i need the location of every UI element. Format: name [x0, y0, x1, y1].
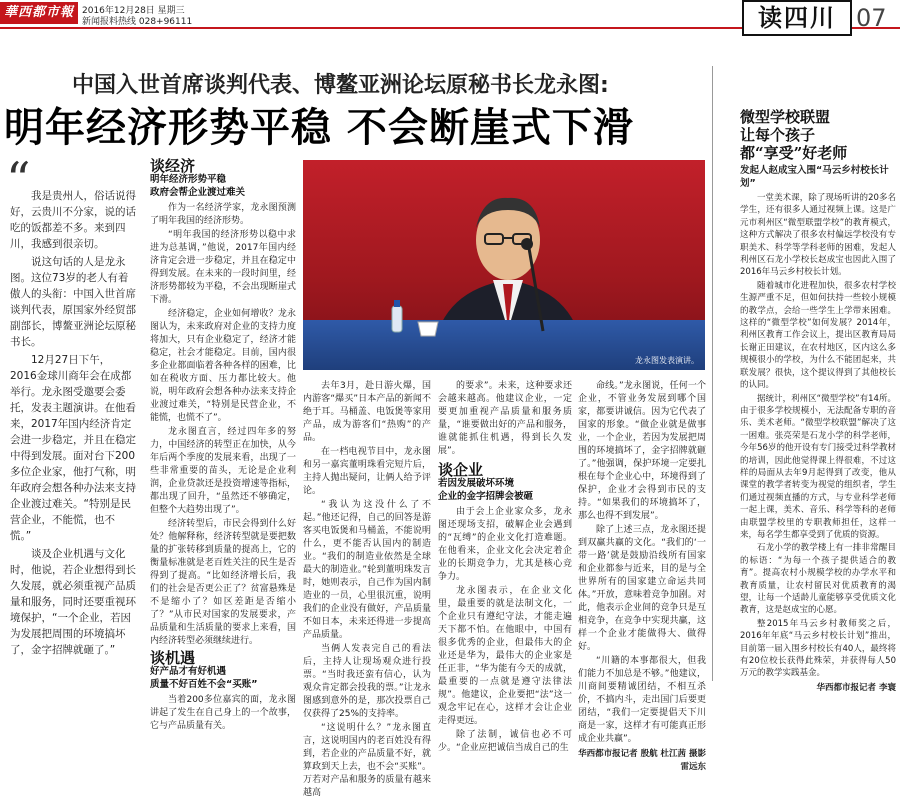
water-bottle-icon	[389, 300, 405, 332]
body-paragraph: 去年3月，赴日游火爆，国内游客“爆买”日本产品的新闻不绝于耳。马桶盖、电饭煲等家用产品，成为游客们“热购”的产品。	[303, 381, 431, 443]
sidebar-body	[740, 192, 896, 693]
story-kicker: 中国入世首席谈判代表、博鳌亚洲论坛原秘书长龙永图:	[72, 73, 609, 98]
sidebar-headline-line: 微型学校联盟	[740, 108, 831, 126]
body-paragraph: 命线。”龙永图说，任何一个企业，不管业务发展到哪个国家，都要讲诚信。因为它代表了国家的形象。“做企业就是做事业，一个企业，若因为发展把周围的环境搞坏了，金字招牌就砸了。”他强调，保护环境一定要扎根在每个企业心中，环境得到了保护，企业才会得到市民的支持。“如果我们的环境搞坏了，那么也得不到发展”。	[578, 381, 706, 521]
body-paragraph: 龙永图表示，在企业文化里，最重要的就是法制文化，一个企业只有遵纪守法，才能走遍天下都不怕。在他眼中，中国有很多优秀的企业，但最伟大的企业还是华为，最伟大的企业家是任正非，“华为能有今天的成就，最重要的一点就是遵守法律法规”。他建议，企业要把“法”这一观念牢记在心，这样才会让企业走得更远。	[438, 586, 572, 726]
lead-paragraph: 我是贵州人，俗话说得好，云贵川不分家，说的话吃的饭都差不多。来到四川，我感到很亲切。	[10, 190, 136, 250]
lead-paragraph: 谈及企业机遇与文化时，他说，若企业想得到长久发展，就必须重视产品质量和服务，同时还要重视环境保护，“一个企业，若因为发展把周围的环境搞坏了，金字招牌就砸了。”	[10, 548, 136, 656]
section-title: 读四川	[742, 0, 852, 36]
body-paragraph: “我认为这没什么了不起。”他还记得，自己的回答是游客买电饭煲和马桶盖，不能说明什么，更不能否认国内的制造业。“我们的制造业依然是全球最大的制造业。”轮到董明珠发言时，她则表示，自己作为国内制造业的一员，心里很沉重，说明我们的企业没有做好，产品质量不如日本，未来还得进一步提高产品质量。	[303, 500, 431, 640]
body-paragraph: 除了法制，诚信也必不可少。“企业应把诚信当成自己的生	[438, 730, 572, 753]
column-enterprise	[438, 380, 572, 753]
section-heading-opportunity: 谈机遇	[150, 649, 196, 667]
column-economy	[150, 157, 296, 731]
body-paragraph: 石龙小学的教学楼上有一排非常醒目的标语：“为每一个孩子提供适合的教育”。提高农村小规模学校的办学水平和教育质量，让农村留民对优质教育的渴望，让每一个适龄儿童能够享受优质文化教育，这是赵成宝的心愿。	[740, 543, 896, 616]
reporter-byline: 华西都市报记者 李寰	[816, 682, 896, 693]
body-paragraph: 据统计，利州区“微型学校”有14所。由于很多学校规模小，无法配备专职的音乐、美术老师。“微型学校联盟”解决了这一困难。张亮荣是石龙小学的科学老师，今年56岁的他开设有专门接受过科学教材的培训，因此他觉得课上得很难，不过这样的局面从去年9月起得到了改变，他从课堂的教学者转变为视觉的组织者，学生们通过视频直播的方式，与专业科学老师一起上课，美术、音乐、科学等科的老师由联盟学校里的专职教师担任，这样一来，每名学生都享受到了优质的资源。	[740, 393, 896, 540]
newspaper-logo: 華西都市報	[0, 2, 78, 24]
section-deck: 好产品才有好机遇	[150, 666, 227, 677]
photo-caption: 龙永图发表演讲。	[635, 356, 699, 365]
section-deck: 明年经济形势平稳	[150, 174, 227, 185]
body-paragraph: 当俩人发表完自己的看法后，主持人让现场观众进行投票。“当时我还蛮有信心，认为观众肯定都会投我的票。”让龙永图感到意外的是，那次投票自己仅获得了25%的支持率。	[303, 644, 431, 719]
body-paragraph: 随着城市化进程加快，很多农村学校生源严重不足，但如何扶持一些较小规模的教学点，会给一些学生上学带来困难。这样的“微型学校”如何发展？2014年，利州区教育工作会议上，提出区教育局局长谢正田建议，在农村地区，区内这么多规模很小的学校，为什么不能团起来，共联发展？很快，这个提议得到了其他校长的认同。	[740, 280, 896, 391]
sidebar-headline	[740, 108, 896, 162]
microphone-icon	[519, 236, 549, 336]
body-paragraph: 当着200多位嘉宾的面，龙永图讲起了发生在自己身上的一个故事，它与产品质量有关。	[150, 695, 296, 731]
issue-date: 2016年12月28日 星期三	[82, 6, 185, 16]
speaker-photo	[303, 160, 705, 370]
quote-mark-icon: “	[6, 152, 31, 208]
reporter-byline: 华西都市报记者 殷航 杜江茜 摄影 雷远东	[578, 749, 706, 772]
body-paragraph: “川籍的本事都很大，但我们能力不加总是不够。”他建议，川商间要精诚团结，不相互杀价，不搞内斗，走出国门后要更团结，“我们一定要提倡天下川商是一家，这样才有可能真正形成企业共赢”。	[578, 656, 706, 744]
sidebar-headline-line: 都“享受”好老师	[740, 144, 848, 162]
body-paragraph: 龙永图直言，经过四年多的努力，中国经济的转型正在加快，从今年后两个季度的发展来看，出现了一些非常重要的苗头，无论是企业利润，企业贷款还是投资增速等指标，都出现了回升，“虽然还不够确定，但整个大趋势出现了”。	[150, 427, 296, 515]
column-three	[303, 380, 431, 798]
column-divider	[712, 66, 713, 681]
sidebar-headline-line: 让每个孩子	[740, 126, 816, 144]
body-paragraph: 一堂美术课，除了现场听讲的20多名学生，还有很多人通过视频上课。这是广元市利州区“微型联盟学校”的教育模式，这种方式解决了很多农村偏远学校没有专职美术、科学等学科老师的困难，发起人利州区石龙小学校长赵成宝也因此入围了2016年马云乡村校长计划。	[740, 193, 896, 278]
news-hotline: 新闻报料热线 028+96111	[82, 17, 193, 27]
body-paragraph: 经济稳定，企业如何增收？龙永图认为，未来政府对企业的支持力度将加大，只有企业稳定了，经济才能稳定，社会才能稳定。目前，国内很多企业都面临着各种各样的困难，比如在税收方面、压力都比较大。他说，明年政府会想各种办法来支持企业渡过难关，“特别是民营企业，不能慌，也慌不了”。	[150, 309, 296, 423]
tea-cup-icon	[415, 318, 441, 338]
section-deck: 质量不好百姓不会“买账”	[150, 679, 258, 690]
lead-paragraph: 12月27日下午，2016金球川商年会在成都举行。龙永图受邀要会委托，发表主题演讲。在他看来，2017年国内经济肯定会进一步稳定，并且在稳定中得到发展。面对台下200多位企业家，他打气称，明年政府会想各种办法来支持企业渡过难关。“特别是民营企业，不能慌，也不慌。”	[10, 354, 136, 542]
story-headline: 明年经济形势平稳 不会断崖式下滑	[4, 105, 634, 151]
body-paragraph: 经济转型后，市民会得到什么好处？他解释称，经济转型就是要把数量的扩张转移到质量的提高上，它的衡量标准就是老百姓关注的民生是否得到了提高。“比如经济增长后，我们的社会是否更公正了？贫富悬殊是不是缩小了？如区差距是否缩小了？”从市民对国家的发展要求，产品质量和生活质量的要求上来看，国内经济转型必须继续进行。	[150, 519, 296, 646]
body-paragraph: 整2015年马云乡村教师奖之后，2016年年底“马云乡村校长计划”推出，目前第一届入围乡村校长有40人，最终将有20位校长获得此殊荣，并获得每人50万元的教学实践基金。	[740, 618, 896, 679]
lead-paragraph: 说这句话的人是龙永图。这位73岁的老人有着傲人的头衔：中国入世首席谈判代表，原国家外经贸部副部长，博鳌亚洲论坛原秘书长。	[10, 256, 136, 348]
section-heading-enterprise: 谈企业	[438, 461, 484, 479]
page-number: 07	[856, 4, 887, 32]
body-paragraph: 作为一名经济学家，龙永图预测了明年我国的经济形势。	[150, 203, 296, 226]
lead-column	[10, 188, 136, 660]
section-deck: 政府会帮企业渡过难关	[150, 187, 246, 198]
body-paragraph: 除了上述三点，龙永图还提到双赢共赢的文化。“我们的‘一带一路’就是鼓励沿线所有国家和企业都参与近来，目的是与全世界所有的国家建立命运共同体。”开放，意味着竞争加剧。对此，他表示企业间的竞争只是互相竞争，在竞争中实现共赢，这样一个企业才能做得大、做得好。	[578, 525, 706, 652]
body-paragraph: 的要求”。未来，这种要求还会越来越高。他建议企业，一定要更加重视产品质量和服务质量，“谁要做出好的产品和服务，谁就能抓住机遇，得到长久发展”。	[438, 381, 572, 456]
body-paragraph: 由于会上企业家众多，龙永图还现场支招，破解企业会遇到的“瓦缚”的企业文化打造难题。在他看来，企业文化会决定着企业的长期竞争力，尤其是核心竞争力。	[438, 507, 572, 582]
body-paragraph: 在一档电视节目中，龙永图和另一嘉宾董明珠看完短片后，主持人抛出疑问，让俩人给予评论。	[303, 447, 431, 496]
column-five	[578, 380, 706, 772]
sidebar-deck: 发起人赵成宝入围“马云乡村校长计划”	[740, 165, 889, 189]
body-paragraph: “明年我国的经济形势以稳中求进为总基调，”他说，2017年国内经济肯定会进一步稳定，并且在稳定中得到发展。在未来的一段时间里，经济形势都较为平稳，不会出现断崖式下滑。	[150, 230, 296, 305]
body-paragraph: “这说明什么？”龙永图直言，这说明国内的老百姓没有得到，若企业的产品质量不好，就算政到天上去，也不会“买账”。万若对产品和服务的质量有越来越高	[303, 723, 431, 798]
section-deck: 企业的金字招牌会被砸	[438, 491, 534, 502]
masthead	[0, 0, 900, 46]
section-deck: 若因发展破坏环境	[438, 478, 515, 489]
section-heading-economy: 谈经济	[150, 157, 196, 175]
